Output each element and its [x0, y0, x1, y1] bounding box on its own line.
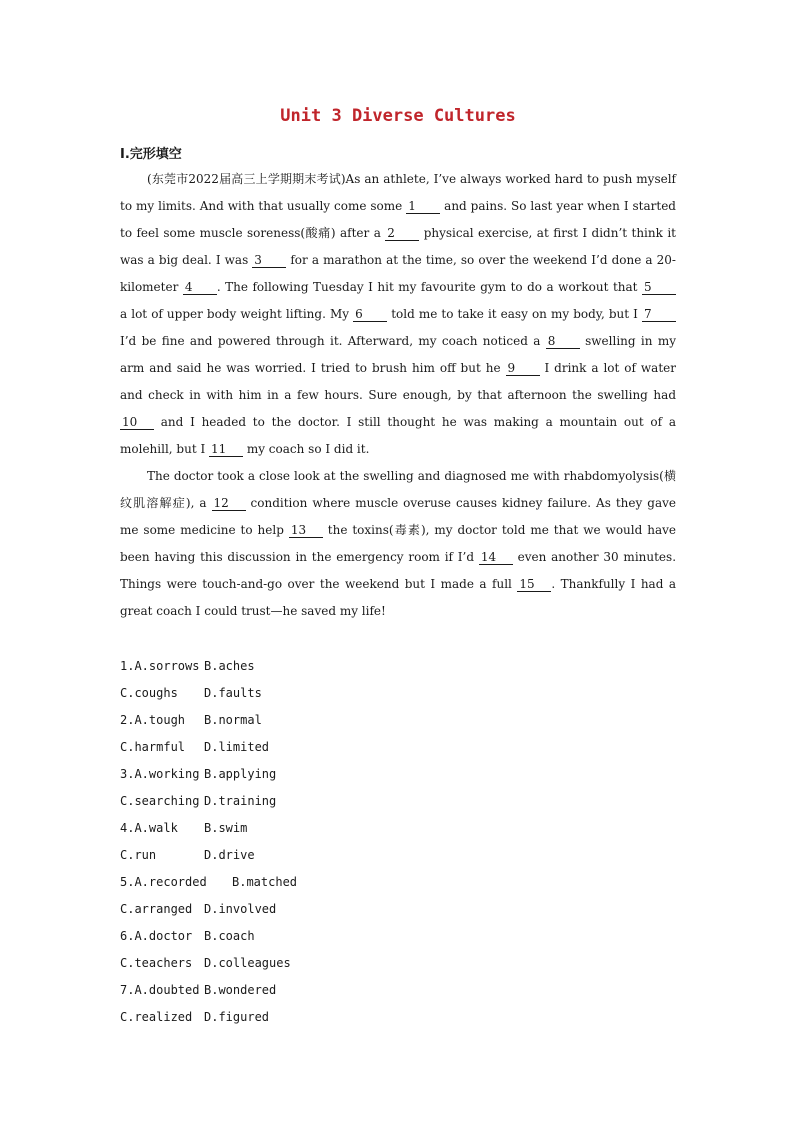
- answer-option: 1.A.sorrows: [120, 659, 200, 673]
- question-3-options-line1: [120, 761, 676, 788]
- blank-5: 5: [642, 280, 676, 295]
- blank-1: 1: [406, 199, 440, 214]
- passage-paragraph-2: [120, 463, 676, 625]
- question-7-options-line1: [120, 977, 676, 1004]
- blank-11: 11: [209, 442, 243, 457]
- answer-option: D.training: [204, 794, 277, 808]
- passage-text: . Thankfully I had a great coach I could trust—he saved my life!: [120, 577, 676, 618]
- blank-9: 9: [506, 361, 540, 376]
- answer-option: D.involved: [204, 902, 277, 916]
- answer-option: D.figured: [204, 1010, 270, 1024]
- blank-10: 10: [120, 415, 154, 430]
- passage-paragraph-1: [120, 166, 676, 463]
- passage-text: told me to take it easy on my body, but I: [387, 307, 642, 321]
- question-7-options-line2: [120, 1004, 676, 1031]
- answer-option: B.coach: [204, 929, 255, 943]
- passage-text: The doctor took a close look at the swelling and diagnosed me with rhabdomyolysis(横纹肌溶解症), a: [120, 469, 676, 510]
- answer-option: C.run: [120, 848, 157, 862]
- answer-option: D.faults: [204, 686, 262, 700]
- passage-text: my coach so I did it.: [243, 442, 370, 456]
- question-6-options-line2: [120, 950, 676, 977]
- passage-text: for a marathon at the time, so over the weekend I’d done a 20-kilometer: [120, 253, 676, 294]
- blank-12: 12: [212, 496, 246, 511]
- answer-option: B.wondered: [204, 983, 277, 997]
- answer-option: D.drive: [204, 848, 255, 862]
- answer-option: 4.A.walk: [120, 821, 178, 835]
- blank-15: 15: [517, 577, 551, 592]
- page-title: Unit 3 Diverse Cultures: [280, 106, 516, 126]
- answer-option: C.teachers: [120, 956, 193, 970]
- answer-option: C.searching: [120, 794, 200, 808]
- answer-option: C.harmful: [120, 740, 186, 754]
- blank-7: 7: [642, 307, 676, 322]
- passage-text: condition where muscle overuse causes kidney failure. As they gave me some medicine to help: [120, 496, 676, 537]
- question-4-options-line2: [120, 842, 676, 869]
- blank-6: 6: [353, 307, 387, 322]
- answer-option: B.matched: [232, 875, 298, 889]
- answer-option: B.swim: [204, 821, 248, 835]
- blank-3: 3: [252, 253, 286, 268]
- passage-text: and I headed to the doctor. I still thought he was making a mountain out of a molehill, but I: [120, 415, 676, 456]
- question-6-options-line1: [120, 923, 676, 950]
- passage-text: I drink a lot of water and check in with him in a few hours. Sure enough, by that afternoon the swelling had: [120, 361, 676, 402]
- question-1-options-line2: [120, 680, 676, 707]
- answer-option: B.applying: [204, 767, 277, 781]
- passage-text: swelling in my arm and said he was worried. I tried to brush him off but he: [120, 334, 677, 375]
- section-heading-cloze: Ⅰ.完形填空: [120, 147, 182, 162]
- passage-text: a lot of upper body weight lifting. My: [120, 307, 354, 321]
- passage-text: I’d be fine and powered through it. Afterward, my coach noticed a: [120, 334, 546, 348]
- question-1-options-line1: [120, 653, 676, 680]
- question-3-options-line2: [120, 788, 676, 815]
- passage-text: . The following Tuesday I hit my favourite gym to do a workout that: [216, 280, 642, 294]
- answer-option: 7.A.doubted: [120, 983, 200, 997]
- blank-14: 14: [479, 550, 513, 565]
- question-5-options-line1: [120, 869, 676, 896]
- document-page: [120, 0, 676, 1123]
- answer-option: 3.A.working: [120, 767, 200, 781]
- question-2-options-line1: [120, 707, 676, 734]
- question-5-options-line2: [120, 896, 676, 923]
- passage-text: (东莞市2022届高三上学期期末考试)As an athlete, I’ve always worked hard to push myself to my limits. And with that usually come some: [120, 172, 676, 213]
- question-list: [120, 653, 676, 1031]
- answer-option: C.arranged: [120, 902, 193, 916]
- answer-option: B.aches: [204, 659, 255, 673]
- answer-option: C.realized: [120, 1010, 193, 1024]
- answer-option: C.coughs: [120, 686, 178, 700]
- answer-option: 6.A.doctor: [120, 929, 193, 943]
- answer-option: B.normal: [204, 713, 262, 727]
- question-2-options-line2: [120, 734, 676, 761]
- blank-2: 2: [385, 226, 419, 241]
- passage-text: and pains. So last year when I started to feel some muscle soreness(酸痛) after a: [120, 199, 676, 240]
- blank-4: 4: [183, 280, 217, 295]
- answer-option: 5.A.recorded: [120, 875, 207, 889]
- question-4-options-line1: [120, 815, 676, 842]
- passage-text: physical exercise, at first I didn’t think it was a big deal. I was: [120, 226, 676, 267]
- cloze-passage: [120, 166, 676, 625]
- answer-option: D.colleagues: [204, 956, 291, 970]
- blank-8: 8: [546, 334, 580, 349]
- passage-text: the toxins(毒素), my doctor told me that we would have been having this discussion in the emergency room if I’d: [120, 523, 676, 564]
- blank-13: 13: [289, 523, 323, 538]
- answer-option: 2.A.tough: [120, 713, 186, 727]
- passage-text: even another 30 minutes. Things were touch-and-go over the weekend but I made a full: [120, 550, 677, 591]
- answer-option: D.limited: [204, 740, 270, 754]
